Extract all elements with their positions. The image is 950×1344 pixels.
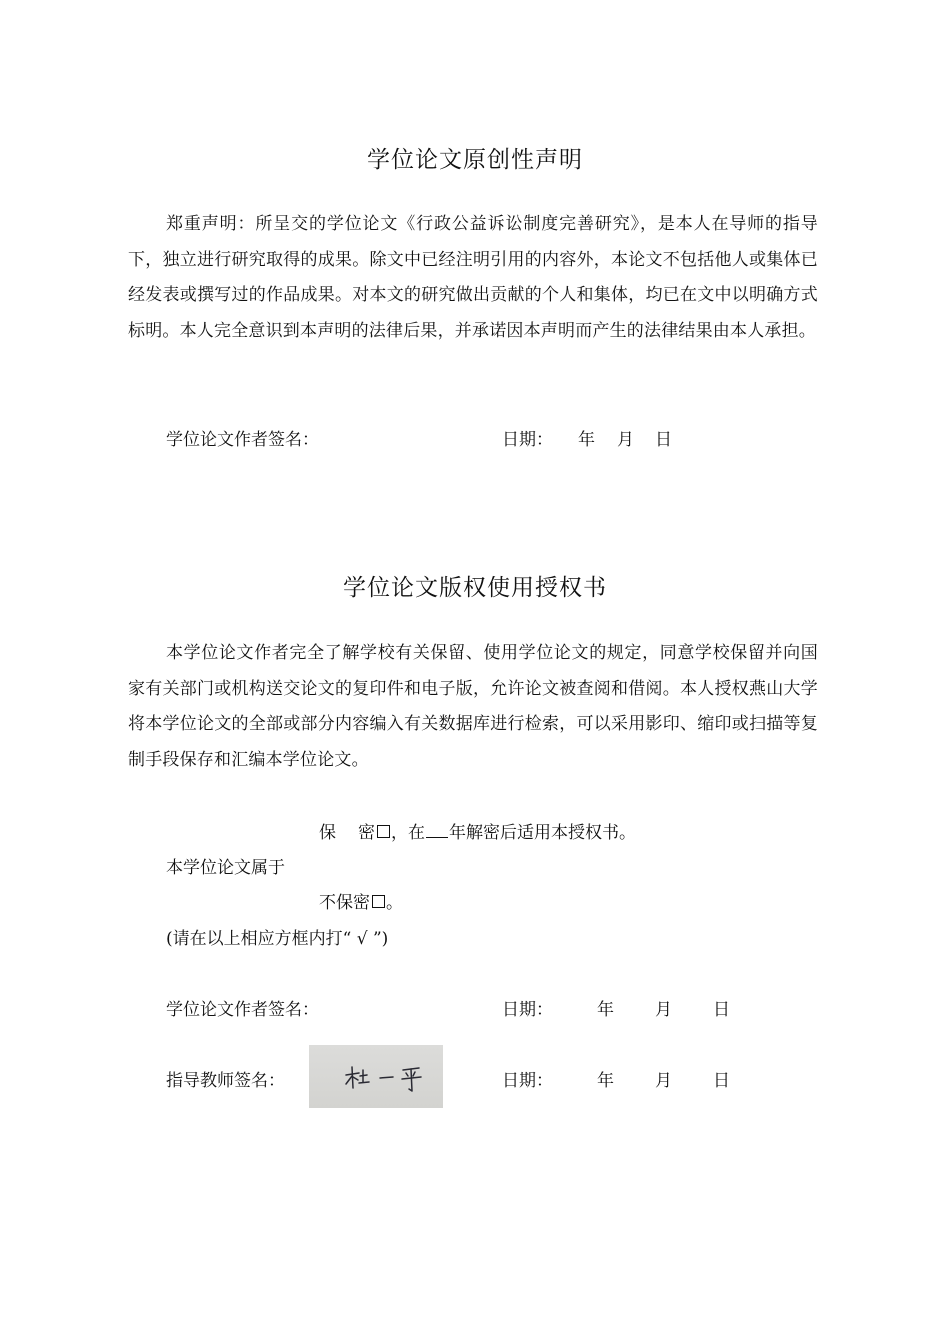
not-secret-checkbox[interactable] — [372, 895, 385, 908]
auth-author-date-day: 日 — [713, 1000, 730, 1020]
secret-label-c: ，在 — [391, 823, 425, 843]
authorization-paragraph: 本学位论文作者完全了解学校有关保留、使用学位论文的规定，同意学校保留并向国家有关部门或机构送交论文的复印件和电子版，允许论文被查阅和借阅。本人授权燕山大学将本学位论文的全部或部分内容编入有关数据库进行检索，可以采用影印、缩印或扫描等复制手段保存和汇编本学位论文。 — [128, 643, 818, 770]
advisor-date-day: 日 — [713, 1071, 730, 1091]
originality-paragraph: 郑重声明：所呈交的学位论文《行政公益诉讼制度完善研究》，是本人在导师的指导下，独立进行研究取得的成果。除文中已经注明引用的内容外，本论文不包括他人或集体已经发表或撰写过的作品成果。对本文的研究做出贡献的个人和集体，均已在文中以明确方式标明。本人完全意识到本声明的法律后果，并承诺因本声明而产生的法律结果由本人承担。 — [128, 214, 818, 341]
secret-label-a: 保 — [319, 823, 336, 843]
advisor-date-year: 年 — [597, 1071, 614, 1091]
secret-checkbox[interactable] — [377, 825, 390, 838]
belongs-label: 本学位论文属于 — [166, 858, 285, 878]
advisor-date-month: 月 — [655, 1071, 672, 1091]
advisor-signature-image — [309, 1045, 443, 1108]
secret-label-d: 年解密后适用本授权书。 — [449, 823, 636, 843]
auth-author-date-month: 月 — [655, 1000, 672, 1020]
advisor-date-label: 日期： — [502, 1071, 553, 1091]
checkbox-instruction: (请在以上相应方框内打“ √ ”) — [166, 929, 389, 949]
originality-title: 学位论文原创性声明 — [367, 147, 583, 173]
advisor-sign-label: 指导教师签名： — [166, 1071, 285, 1091]
originality-date-month: 月 — [617, 430, 634, 450]
originality-date-label: 日期： — [502, 430, 553, 450]
authorization-title: 学位论文版权使用授权书 — [343, 575, 607, 601]
secret-option-line — [319, 821, 636, 845]
originality-date-day: 日 — [655, 430, 672, 450]
not-secret-punct: 。 — [386, 893, 403, 913]
secret-years-blank[interactable] — [426, 823, 448, 838]
secret-label-b: 密 — [358, 823, 375, 843]
originality-date-year: 年 — [578, 430, 595, 450]
auth-author-date-label: 日期： — [502, 1000, 553, 1020]
handwritten-signature-icon — [309, 1045, 443, 1108]
auth-author-sign-label: 学位论文作者签名： — [166, 1000, 319, 1020]
auth-author-date-year: 年 — [597, 1000, 614, 1020]
originality-author-sign-label: 学位论文作者签名： — [166, 430, 319, 450]
not-secret-label: 不保密 — [319, 893, 370, 913]
not-secret-option-line — [319, 891, 403, 915]
